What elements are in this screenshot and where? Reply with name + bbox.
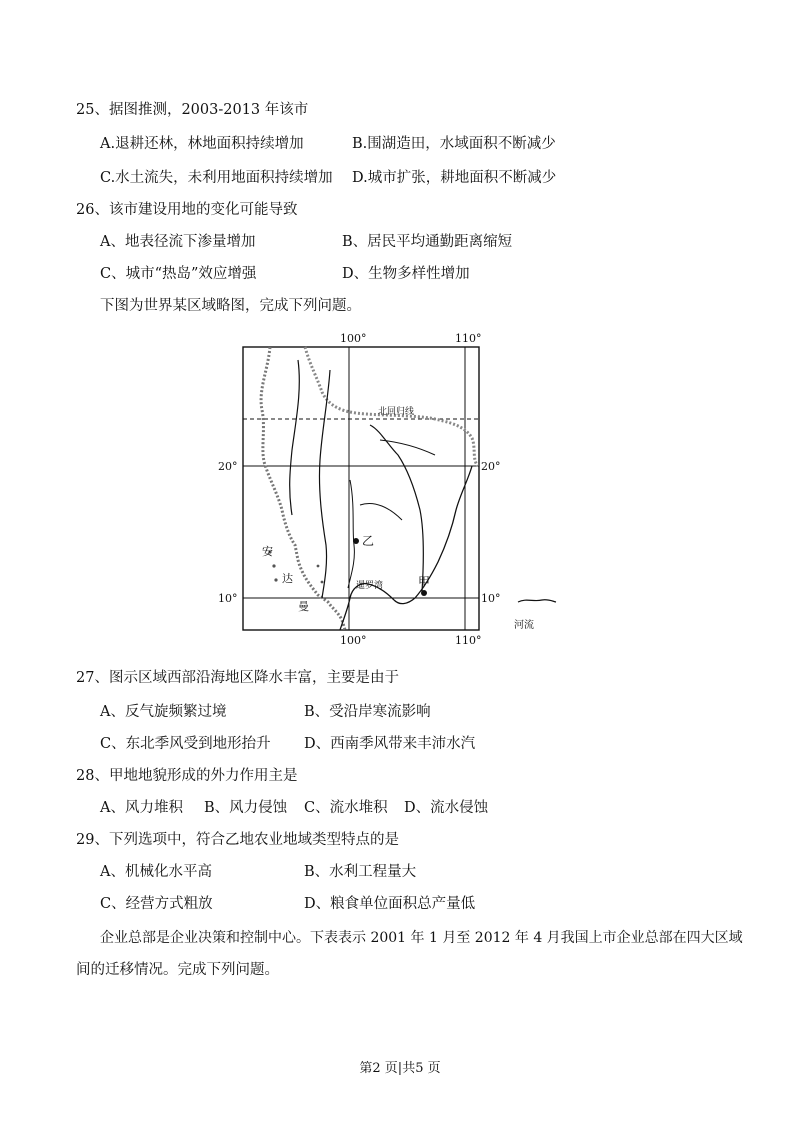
region-map	[210, 330, 570, 648]
q26-stem: 26、该市建设用地的变化可能导致	[76, 202, 298, 218]
q25-stem: 25、据图推测，2003-2013 年该市	[76, 102, 309, 118]
island	[321, 581, 324, 584]
q27-stem: 27、图示区域西部沿海地区降水丰富，主要是由于	[76, 670, 399, 686]
q25-option-a: A.退耕还林，林地面积持续增加	[100, 136, 304, 152]
border-line	[380, 440, 435, 455]
east-coastline	[394, 466, 472, 604]
q27-option-d: D、西南季风带来丰沛水汽	[304, 736, 476, 752]
point-yi-label: 乙	[362, 534, 375, 548]
island	[272, 564, 275, 567]
legend-river-symbol	[518, 600, 556, 602]
q26-option-b: B、居民平均通勤距离缩短	[342, 234, 513, 250]
border-line-2	[360, 503, 402, 520]
q28-option-c: C、流水堆积	[304, 800, 388, 816]
q27-option-a: A、反气旋频繁过境	[100, 704, 227, 720]
river-mekong	[370, 425, 423, 592]
q29-option-a: A、机械化水平高	[100, 864, 212, 880]
river-salween	[319, 370, 330, 598]
q26-option-c: C、城市“热岛”效应增强	[100, 266, 257, 282]
river-irrawaddy	[290, 360, 300, 515]
q27-option-b: B、受沿岸寒流影响	[304, 704, 431, 720]
q26-option-d: D、生物多样性增加	[342, 266, 470, 282]
q29-stem: 29、下列选项中，符合乙地农业地域类型特点的是	[76, 832, 399, 848]
q28-option-b: B、风力侵蚀	[204, 800, 288, 816]
lon-bottom-100: 100°	[340, 634, 367, 647]
tropic-label: 北回归线	[378, 407, 415, 417]
sea-char-da: 达	[282, 572, 293, 585]
lon-top-110: 110°	[455, 332, 482, 345]
q25-option-c: C.水土流失，未利用地面积持续增加	[100, 170, 333, 186]
q28-option-d: D、流水侵蚀	[404, 800, 489, 816]
lat-20-left: 20°	[218, 460, 238, 473]
q29-option-b: B、水利工程量大	[304, 864, 417, 880]
table-intro-line-2: 间的迁移情况。完成下列问题。	[76, 962, 279, 978]
q28-option-a: A、风力堆积	[100, 800, 183, 816]
sea-char-man: 曼	[298, 600, 309, 613]
lon-bottom-110: 110°	[455, 634, 482, 647]
lat-10-right: 10°	[481, 592, 501, 605]
island	[317, 565, 320, 568]
legend-river-label: 河流	[514, 620, 534, 631]
lat-10-left: 10°	[218, 592, 238, 605]
point-jia-label: 甲	[418, 575, 431, 589]
map-intro: 下图为世界某区域略图，完成下列问题。	[100, 298, 361, 314]
lat-20-right: 20°	[481, 460, 501, 473]
gulf-label: 暹罗湾	[356, 581, 384, 591]
q25-option-b: B.围湖造田，水域面积不断减少	[352, 136, 556, 152]
island	[274, 578, 277, 581]
lon-top-100: 100°	[340, 332, 367, 345]
sea-char-an: 安	[262, 545, 273, 558]
q25-option-d: D.城市扩张，耕地面积不断减少	[352, 170, 557, 186]
q26-option-a: A、地表径流下渗量增加	[100, 234, 256, 250]
table-intro-line-1: 企业总部是企业决策和控制中心。下表表示 2001 年 1 月至 2012 年 4 月我国上市企业总部在四大区域	[100, 930, 743, 946]
point-yi-marker	[353, 538, 359, 544]
q29-option-c: C、经营方式粗放	[100, 896, 213, 912]
q28-stem: 28、甲地地貌形成的外力作用主是	[76, 768, 298, 784]
west-coastline	[261, 347, 345, 630]
q29-option-d: D、粮食单位面积总产量低	[304, 896, 476, 912]
point-jia-marker	[421, 590, 427, 596]
q27-option-c: C、东北季风受到地形抬升	[100, 736, 271, 752]
page-footer: 第2 页|共5 页	[359, 1061, 441, 1076]
